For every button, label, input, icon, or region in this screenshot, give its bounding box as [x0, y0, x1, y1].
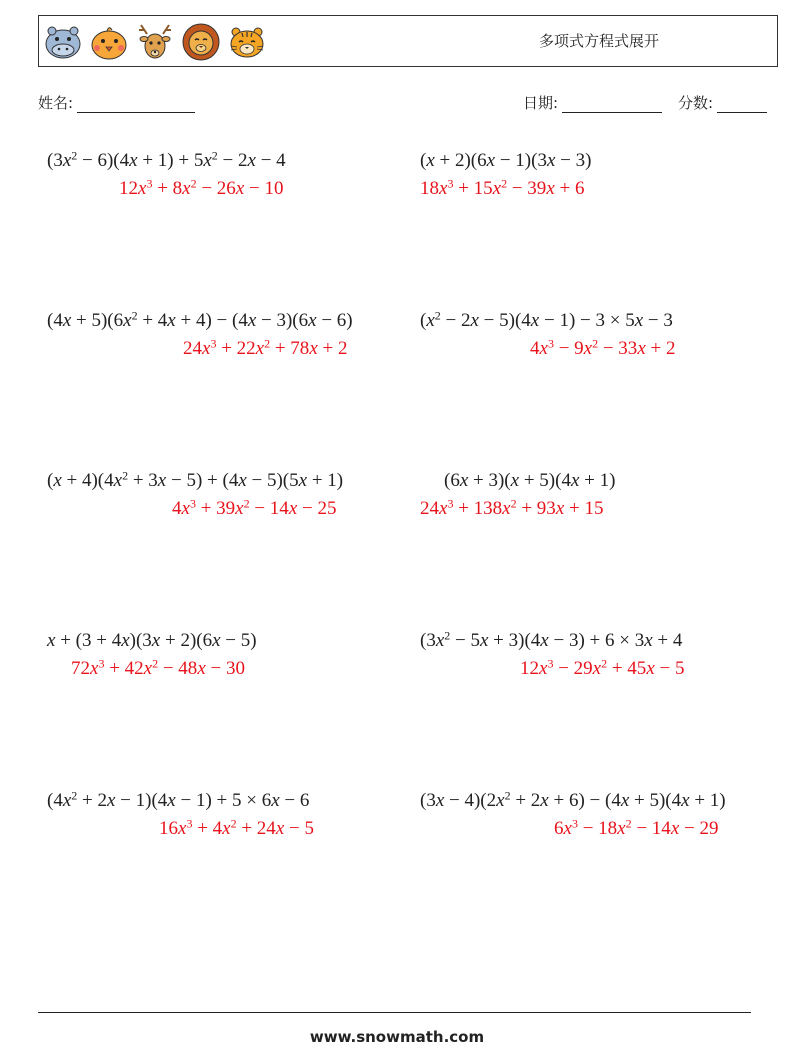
answer: $24x^3 + 138x^2 + 93x + 15$ — [420, 496, 604, 519]
problem-6 — [420, 470, 615, 520]
answer: $6x^3 - 18x^2 - 14x - 29$ — [554, 816, 719, 839]
answer: $18x^3 + 15x^2 - 39x + 6$ — [420, 176, 585, 199]
problem-5 — [47, 470, 343, 520]
date-blank[interactable] — [562, 96, 662, 113]
question: $(4x + 5)(6x^2 + 4x + 4) - (4x - 3)(6x - 6)$ — [47, 308, 353, 331]
footer-divider — [38, 1012, 751, 1013]
header-box — [38, 15, 778, 67]
date-field — [523, 92, 662, 113]
worksheet-title: 多项式方程式展开 — [538, 32, 659, 50]
question: $(x^2 - 2x - 5)(4x - 1) - 3 \times 5x - 3$ — [420, 308, 673, 331]
question: $(3x^2 - 6)(4x + 1) + 5x^2 - 2x - 4$ — [47, 148, 286, 171]
answer: $4x^3 - 9x^2 - 33x + 2$ — [530, 336, 676, 359]
name-field — [38, 92, 195, 113]
name-blank[interactable] — [77, 96, 195, 113]
answer: $72x^3 + 42x^2 - 48x - 30$ — [71, 656, 245, 679]
name-label: 姓名: — [38, 94, 74, 112]
score-blank[interactable] — [717, 96, 767, 113]
problem-3 — [47, 310, 353, 360]
problem-1 — [47, 150, 286, 200]
lion-icon — [181, 22, 221, 62]
hippo-icon — [43, 22, 83, 62]
problem-7 — [47, 630, 257, 680]
score-label: 分数: — [678, 94, 714, 112]
tiger-icon — [227, 22, 267, 62]
footer-url[interactable]: www.snowmath.com — [309, 1028, 485, 1046]
question: $(3x^2 - 5x + 3)(4x - 3) + 6 \times 3x + 4$ — [420, 628, 683, 651]
answer: $4x^3 + 39x^2 - 14x - 25$ — [172, 496, 337, 519]
question: (x + 2)(6x − 1)(3x − 3) — [420, 150, 592, 171]
date-label: 日期: — [523, 94, 559, 112]
question: $(3x - 4)(2x^2 + 2x + 6) - (4x + 5)(4x + 1)$ — [420, 788, 726, 811]
problem-10 — [420, 790, 726, 840]
problem-9 — [47, 790, 314, 840]
question: $(4x^2 + 2x - 1)(4x - 1) + 5 \times 6x - 6$ — [47, 788, 310, 811]
problem-2 — [420, 150, 591, 200]
question: $(x + 4)(4x^2 + 3x - 5) + (4x - 5)(5x + 1)$ — [47, 468, 344, 491]
question: x + (3 + 4x)(3x + 2)(6x − 5) — [47, 630, 257, 651]
deer-icon — [135, 22, 175, 62]
answer: $12x^3 - 29x^2 + 45x - 5$ — [520, 656, 685, 679]
question: (6x + 3)(x + 5)(4x + 1) — [444, 470, 616, 491]
score-field — [678, 92, 767, 113]
answer: $12x^3 + 8x^2 - 26x - 10$ — [119, 176, 284, 199]
problem-8 — [420, 630, 684, 680]
chick-icon — [89, 22, 129, 62]
answer: $16x^3 + 4x^2 + 24x - 5$ — [159, 816, 314, 839]
problem-4 — [420, 310, 675, 360]
animal-icons — [43, 20, 267, 64]
answer: $24x^3 + 22x^2 + 78x + 2$ — [183, 336, 348, 359]
